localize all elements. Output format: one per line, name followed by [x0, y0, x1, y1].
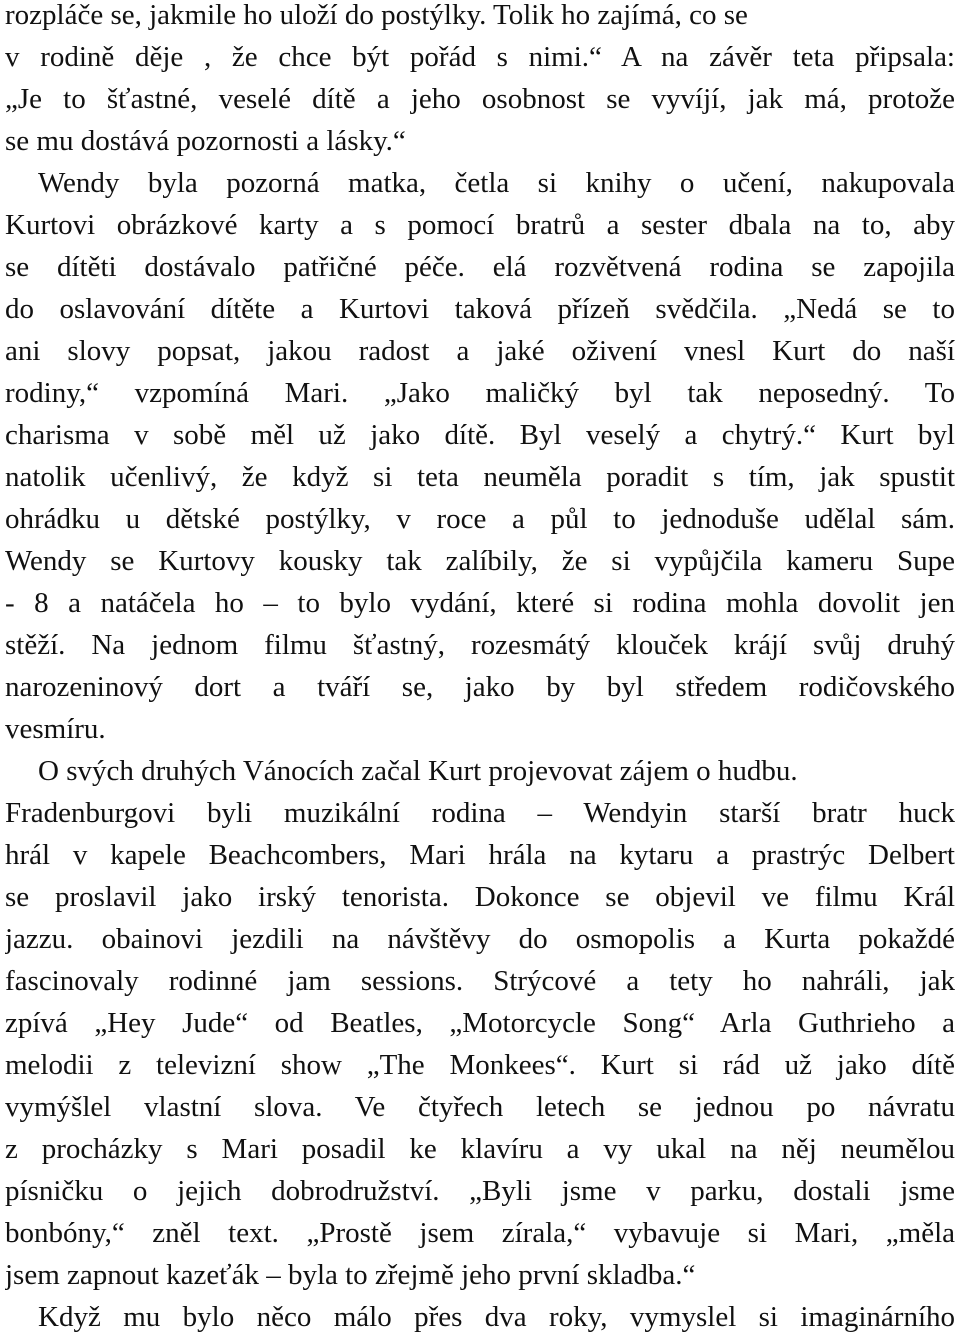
text-line: Když mu bylo něco málo přes dva roky, vymyslel si imaginárního: [38, 1301, 955, 1333]
text-line: fascinovaly rodinné jam sessions. Strýcové a tety ho nahráli, jak: [5, 965, 955, 997]
text-line: vesmíru.: [5, 713, 106, 745]
text-line: charisma v sobě měl už jako dítě. Byl veselý a chytrý.“ Kurt byl: [5, 419, 955, 451]
text-line: - 8 a natáčela ho – to bylo vydání, které si rodina mohla dovolit jen: [5, 587, 955, 619]
text-line: vymýšlel vlastní slova. Ve čtyřech letech se jednou po návratu: [5, 1091, 955, 1123]
text-line: Fradenburgovi byli muzikální rodina – Wendyin starší bratr huck: [5, 797, 955, 829]
text-line: ohrádku u dětské postýlky, v roce a půl to jednoduše udělal sám.: [5, 503, 955, 535]
text-line: jsem zapnout kazeťák – byla to zřejmě jeho první skladba.“: [5, 1259, 696, 1291]
text-line: v rodině děje , že chce být pořád s nimi.“ A na závěr teta připsala:: [5, 41, 955, 73]
text-line: O svých druhých Vánocích začal Kurt projevovat zájem o hudbu.: [38, 755, 798, 787]
document-page: [5, 0, 955, 1338]
text-line: stěží. Na jednom filmu šťastný, rozesmátý klouček krájí svůj druhý: [5, 629, 955, 661]
text-line: do oslavování dítěte a Kurtovi taková přízeň svědčila. „Nedá se to: [5, 293, 955, 325]
text-line: Wendy se Kurtovy kousky tak zalíbily, že si vypůjčila kameru Supe: [5, 545, 955, 577]
text-line: se mu dostává pozornosti a lásky.“: [5, 125, 406, 157]
text-line: ani slovy popsat, jakou radost a jaké oživení vnesl Kurt do naší: [5, 335, 955, 367]
text-line: Wendy byla pozorná matka, četla si knihy o učení, nakupovala: [38, 167, 955, 199]
text-line: se dítěti dostávalo patřičné péče. elá rozvětvená rodina se zapojila: [5, 251, 955, 283]
text-line: hrál v kapele Beachcombers, Mari hrála na kytaru a prastrýc Delbert: [5, 839, 955, 871]
text-line: jazzu. obainovi jezdili na návštěvy do osmopolis a Kurta pokaždé: [5, 923, 955, 955]
text-line: rodiny,“ vzpomíná Mari. „Jako maličký byl tak neposedný. To: [5, 377, 955, 409]
text-line: zpívá „Hey Jude“ od Beatles, „Motorcycle Song“ Arla Guthrieho a: [5, 1007, 955, 1039]
text-line: rozpláče se, jakmile ho uloží do postýlky. Tolik ho zajímá, co se: [5, 0, 748, 31]
text-line: se proslavil jako irský tenorista. Dokonce se objevil ve filmu Král: [5, 881, 955, 913]
text-line: Kurtovi obrázkové karty a s pomocí bratrů a sester dbala na to, aby: [5, 209, 955, 241]
text-line: natolik učenlivý, že když si teta neuměla poradit s tím, jak spustit: [5, 461, 955, 493]
text-line: z procházky s Mari posadil ke klavíru a vy ukal na něj neumělou: [5, 1133, 955, 1165]
text-line: „Je to šťastné, veselé dítě a jeho osobnost se vyvíjí, jak má, protože: [5, 83, 955, 115]
text-line: narozeninový dort a tváří se, jako by byl středem rodičovského: [5, 671, 955, 703]
text-line: bonbóny,“ zněl text. „Prostě jsem zírala,“ vybavuje si Mari, „měla: [5, 1217, 955, 1249]
text-line: písničku o jejich dobrodružství. „Byli jsme v parku, dostali jsme: [5, 1175, 955, 1207]
text-line: melodii z televizní show „The Monkees“. Kurt si rád už jako dítě: [5, 1049, 955, 1081]
